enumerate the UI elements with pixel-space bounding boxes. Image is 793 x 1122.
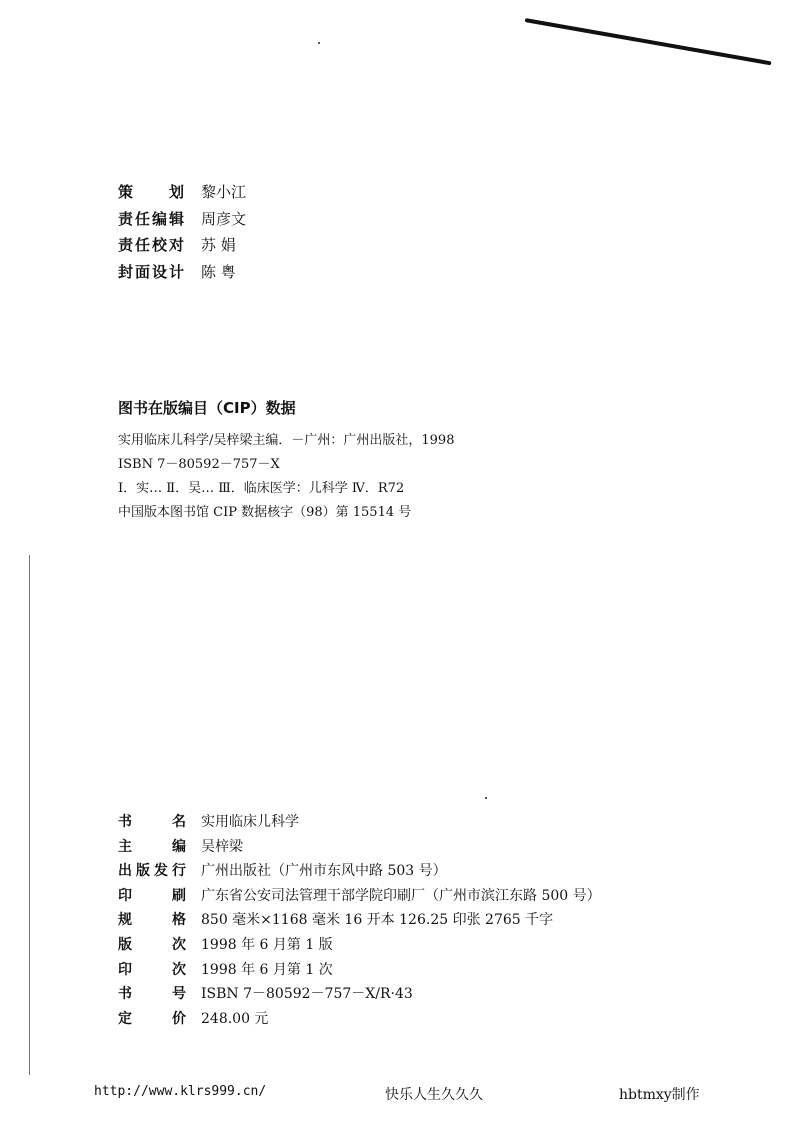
credit-label: 策划 (118, 183, 184, 201)
credit-value: 陈 粤 (201, 262, 236, 281)
credit-row (118, 206, 246, 233)
credit-label: 责任编辑 (118, 209, 184, 228)
credit-label: 责任校对 (118, 236, 184, 254)
pub-value: 实用临床儿科学 (201, 814, 299, 830)
pub-value: 吴梓梁 (201, 838, 243, 855)
cip-title: 图书在版编目（CIP）数据 (118, 399, 296, 417)
cip-line: Ⅰ．实… Ⅱ．吴… Ⅲ．临床医学：儿科学 Ⅳ．R72 (118, 481, 405, 496)
pub-label: 书名 (118, 814, 186, 830)
pub-value: 1998 年 6 月第 1 次 (201, 961, 333, 978)
pub-label: 书号 (118, 986, 186, 1003)
pub-row (118, 908, 601, 933)
pub-label: 定价 (118, 1010, 186, 1027)
credit-label: 封面设计 (118, 262, 184, 281)
pub-row (118, 933, 601, 958)
footer-slogan: 快乐人生久久久 (385, 1087, 483, 1103)
pub-row (118, 982, 601, 1007)
pub-value: 广东省公安司法管理干部学院印刷厂（广州市滨江东路 500 号） (201, 887, 601, 904)
credit-value: 周彦文 (201, 209, 247, 228)
pub-value: 248.00 元 (201, 1010, 269, 1027)
scan-speck (485, 797, 487, 799)
editorial-credits (118, 179, 246, 285)
pub-value: 1998 年 6 月第 1 版 (201, 936, 333, 953)
pub-value: 广州出版社（广州市东风中路 503 号） (201, 863, 447, 880)
pub-row (118, 859, 601, 884)
pub-row (118, 958, 601, 983)
credit-row (118, 179, 246, 206)
pub-label: 印次 (118, 961, 186, 978)
pub-row (118, 810, 601, 835)
pub-label: 主编 (118, 838, 186, 855)
pub-value: ISBN 7－80592－757－X/R·43 (201, 986, 413, 1003)
credit-row (118, 232, 246, 259)
scan-mark (525, 18, 772, 65)
scan-speck (318, 42, 320, 44)
pub-row (118, 835, 601, 860)
credit-value: 苏 娟 (201, 236, 236, 254)
credit-row (118, 259, 246, 286)
footer-url: http://www.klrs999.cn/ (94, 1084, 267, 1099)
pub-value: 850 毫米×1168 毫米 16 开本 126.25 印张 2765 千字 (201, 912, 554, 929)
cip-data-block (118, 429, 454, 525)
pub-label: 规格 (118, 912, 186, 929)
pub-row (118, 1007, 601, 1032)
pub-label: 印刷 (118, 887, 186, 904)
credit-value: 黎小江 (201, 183, 247, 201)
pub-row (118, 884, 601, 909)
cip-line: 中国版本图书馆 CIP 数据核字（98）第 15514 号 (118, 505, 412, 520)
footer-credit: hbtmxy制作 (619, 1087, 700, 1103)
cip-line: 实用临床儿科学/吴梓梁主编．－广州：广州出版社，1998 (118, 433, 455, 448)
cip-line: ISBN 7－80592－757－X (118, 457, 280, 472)
publication-info (118, 810, 601, 1031)
pub-label: 版次 (118, 936, 186, 953)
scan-margin-line (29, 555, 30, 1075)
pub-label: 出版发行 (118, 863, 186, 880)
